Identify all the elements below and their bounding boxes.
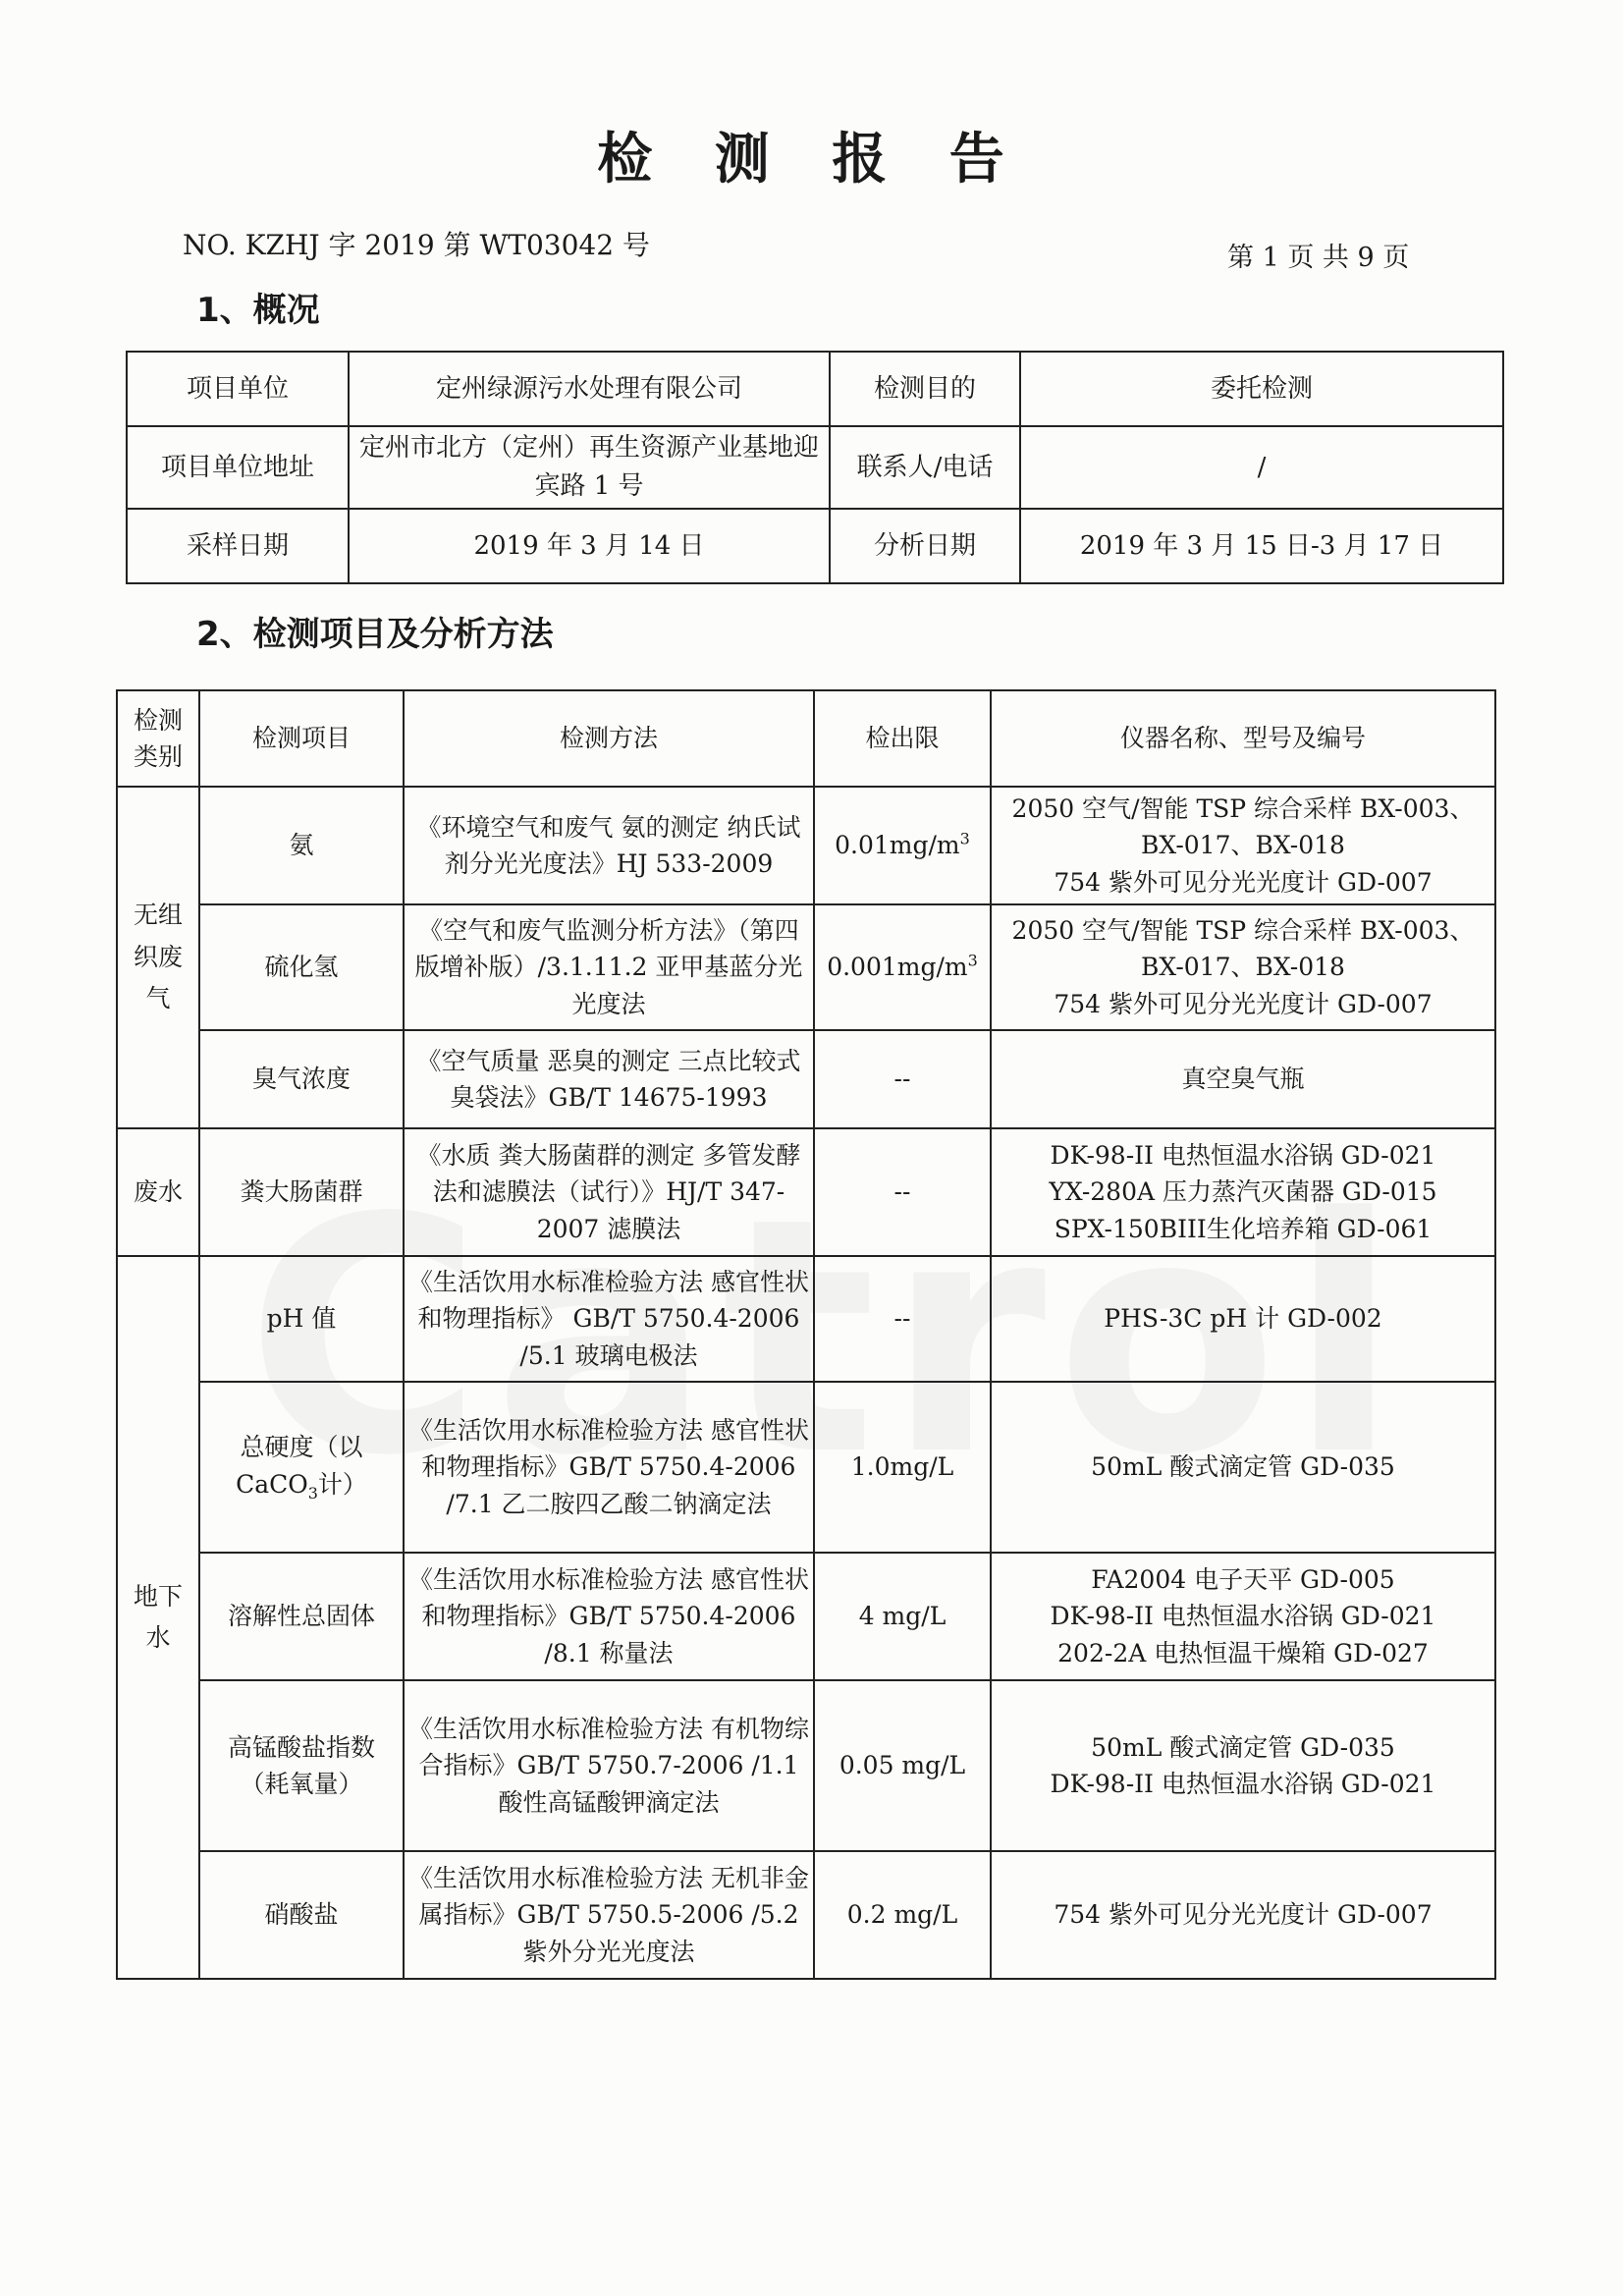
table-cell: 项目单位地址 [127, 426, 349, 509]
instrument-line: YX-280A 压力蒸汽灭菌器 GD-015 [1049, 1177, 1437, 1207]
instrument-line: 50mL 酸式滴定管 GD-035 [1091, 1732, 1395, 1762]
column-header-category: 检测类别 [117, 690, 199, 787]
table-cell: 2019 年 3 月 15 日-3 月 17 日 [1020, 509, 1503, 583]
item-cell [199, 1382, 404, 1553]
table-cell: 委托检测 [1020, 352, 1503, 426]
instrument-line: 2050 空气/智能 TSP 综合采样 BX-003、 [1011, 915, 1475, 945]
instrument-line: FA2004 电子天平 GD-005 [1091, 1564, 1395, 1594]
limit-cell: 4 mg/L [814, 1553, 991, 1680]
limit-cell: -- [814, 1030, 991, 1128]
table-row [117, 1851, 1495, 1979]
table-cell: 项目单位 [127, 352, 349, 426]
item-cell: 溶解性总固体 [199, 1553, 404, 1680]
item-cell: 硫化氢 [199, 904, 404, 1030]
table-cell: / [1020, 426, 1503, 509]
report-number: NO. KZHJ 字 2019 第 WT03042 号 [183, 229, 650, 261]
table-cell: 分析日期 [830, 509, 1020, 583]
limit-cell: -- [814, 1128, 991, 1256]
method-cell: 《生活饮用水标准检验方法 感官性状和物理指标》GB/T 5750.4-2006 /8.1 称量法 [404, 1553, 814, 1680]
table-cell: 定州绿源污水处理有限公司 [349, 352, 830, 426]
table-cell: 检测目的 [830, 352, 1020, 426]
item-cell: 臭气浓度 [199, 1030, 404, 1128]
table-cell: 联系人/电话 [830, 426, 1020, 509]
instrument-line: DK-98-II 电热恒温水浴锅 GD-021 [1050, 1770, 1436, 1798]
item-text: 总硬度（以CaCO [236, 1433, 363, 1499]
table-row [117, 1256, 1495, 1382]
table-row [117, 787, 1495, 904]
instrument-line: 2050 空气/智能 TSP 综合采样 BX-003、 [1011, 793, 1475, 823]
table-row [117, 1030, 1495, 1128]
method-cell: 《环境空气和废气 氨的测定 纳氏试剂分光光度法》HJ 533-2009 [404, 787, 814, 904]
report-title: 检 测 报 告 [597, 128, 1026, 191]
table-row [117, 904, 1495, 1030]
instrument-cell [991, 1030, 1495, 1128]
table-row [117, 1553, 1495, 1680]
method-cell: 《生活饮用水标准检验方法 感官性状和物理指标》GB/T 5750.4-2006 /7.1 乙二胺四乙酸二钠滴定法 [404, 1382, 814, 1553]
limit-cell: 0.2 mg/L [814, 1851, 991, 1979]
overview-table [126, 351, 1504, 584]
instrument-cell [991, 787, 1495, 904]
method-cell: 《生活饮用水标准检验方法 感官性状和物理指标》 GB/T 5750.4-2006 /5.1 玻璃电极法 [404, 1256, 814, 1382]
method-cell: 《水质 粪大肠菌群的测定 多管发酵法和滤膜法（试行）》HJ/T 347-2007 滤膜法 [404, 1128, 814, 1256]
table-row [127, 426, 1503, 509]
instrument-line: 真空臭气瓶 [1181, 1065, 1305, 1094]
instrument-line: 754 紫外可见分光光度计 GD-007 [1054, 1900, 1433, 1930]
page-indicator: 第 1 页 共 9 页 [1227, 243, 1410, 273]
instrument-line: 50mL 酸式滴定管 GD-035 [1091, 1452, 1395, 1482]
section-overview-title: 1、概况 [196, 291, 320, 330]
instrument-line: 202-2A 电热恒温干燥箱 GD-027 [1057, 1638, 1429, 1667]
limit-superscript: 3 [959, 829, 970, 848]
item-cell: 氨 [199, 787, 404, 904]
category-cell: 无组织废气 [117, 787, 199, 1128]
method-cell: 《空气和废气监测分析方法》（第四版增补版）/3.1.11.2 亚甲基蓝分光光度法 [404, 904, 814, 1030]
instrument-cell [991, 1553, 1495, 1680]
category-cell: 废水 [117, 1128, 199, 1256]
table-row [127, 352, 1503, 426]
limit-cell: 1.0mg/L [814, 1382, 991, 1553]
limit-cell: 0.05 mg/L [814, 1680, 991, 1851]
category-cell: 地下水 [117, 1256, 199, 1979]
instrument-cell [991, 904, 1495, 1030]
limit-value: 0.01mg/m [835, 831, 960, 860]
column-header-instrument: 仪器名称、型号及编号 [991, 690, 1495, 787]
instrument-line: 754 紫外可见分光光度计 GD-007 [1054, 867, 1433, 897]
table-row [117, 1382, 1495, 1553]
column-header-limit: 检出限 [814, 690, 991, 787]
item-cell: pH 值 [199, 1256, 404, 1382]
instrument-cell [991, 1128, 1495, 1256]
instrument-cell [991, 1256, 1495, 1382]
instrument-line: BX-017、BX-018 [1141, 953, 1345, 982]
method-cell: 《生活饮用水标准检验方法 有机物综合指标》GB/T 5750.7-2006 /1.1 酸性高锰酸钾滴定法 [404, 1680, 814, 1851]
table-cell: 定州市北方（定州）再生资源产业基地迎宾路 1 号 [349, 426, 830, 509]
item-subscript: 3 [307, 1483, 318, 1503]
instrument-cell [991, 1851, 1495, 1979]
instrument-line: SPX-150BIII生化培养箱 GD-061 [1054, 1214, 1433, 1243]
table-row [117, 1128, 1495, 1256]
column-header-item: 检测项目 [199, 690, 404, 787]
item-cell: 高锰酸盐指数（耗氧量） [199, 1680, 404, 1851]
table-row [127, 509, 1503, 583]
item-text-tail: 计） [317, 1469, 367, 1499]
table-cell: 2019 年 3 月 14 日 [349, 509, 830, 583]
section-methods-title: 2、检测项目及分析方法 [196, 615, 554, 654]
instrument-line: DK-98-II 电热恒温水浴锅 GD-021 [1050, 1602, 1436, 1631]
instrument-cell [991, 1382, 1495, 1553]
item-cell: 粪大肠菌群 [199, 1128, 404, 1256]
limit-cell: -- [814, 1256, 991, 1382]
method-cell: 《生活饮用水标准检验方法 无机非金属指标》GB/T 5750.5-2006 /5.2 紫外分光光度法 [404, 1851, 814, 1979]
table-cell: 采样日期 [127, 509, 349, 583]
item-cell: 硝酸盐 [199, 1851, 404, 1979]
column-header-method: 检测方法 [404, 690, 814, 787]
instrument-cell [991, 1680, 1495, 1851]
methods-table [116, 689, 1496, 1980]
limit-cell [814, 904, 991, 1030]
method-cell: 《空气质量 恶臭的测定 三点比较式臭袋法》GB/T 14675-1993 [404, 1030, 814, 1128]
instrument-line: BX-017、BX-018 [1141, 831, 1345, 860]
table-header-row [117, 690, 1495, 787]
instrument-line: PHS-3C pH 计 GD-002 [1104, 1304, 1382, 1334]
limit-value: 0.001mg/m [827, 953, 968, 982]
limit-cell [814, 787, 991, 904]
table-row [117, 1680, 1495, 1851]
instrument-line: DK-98-II 电热恒温水浴锅 GD-021 [1050, 1140, 1436, 1170]
instrument-line: 754 紫外可见分光光度计 GD-007 [1054, 989, 1433, 1018]
limit-superscript: 3 [967, 951, 978, 970]
